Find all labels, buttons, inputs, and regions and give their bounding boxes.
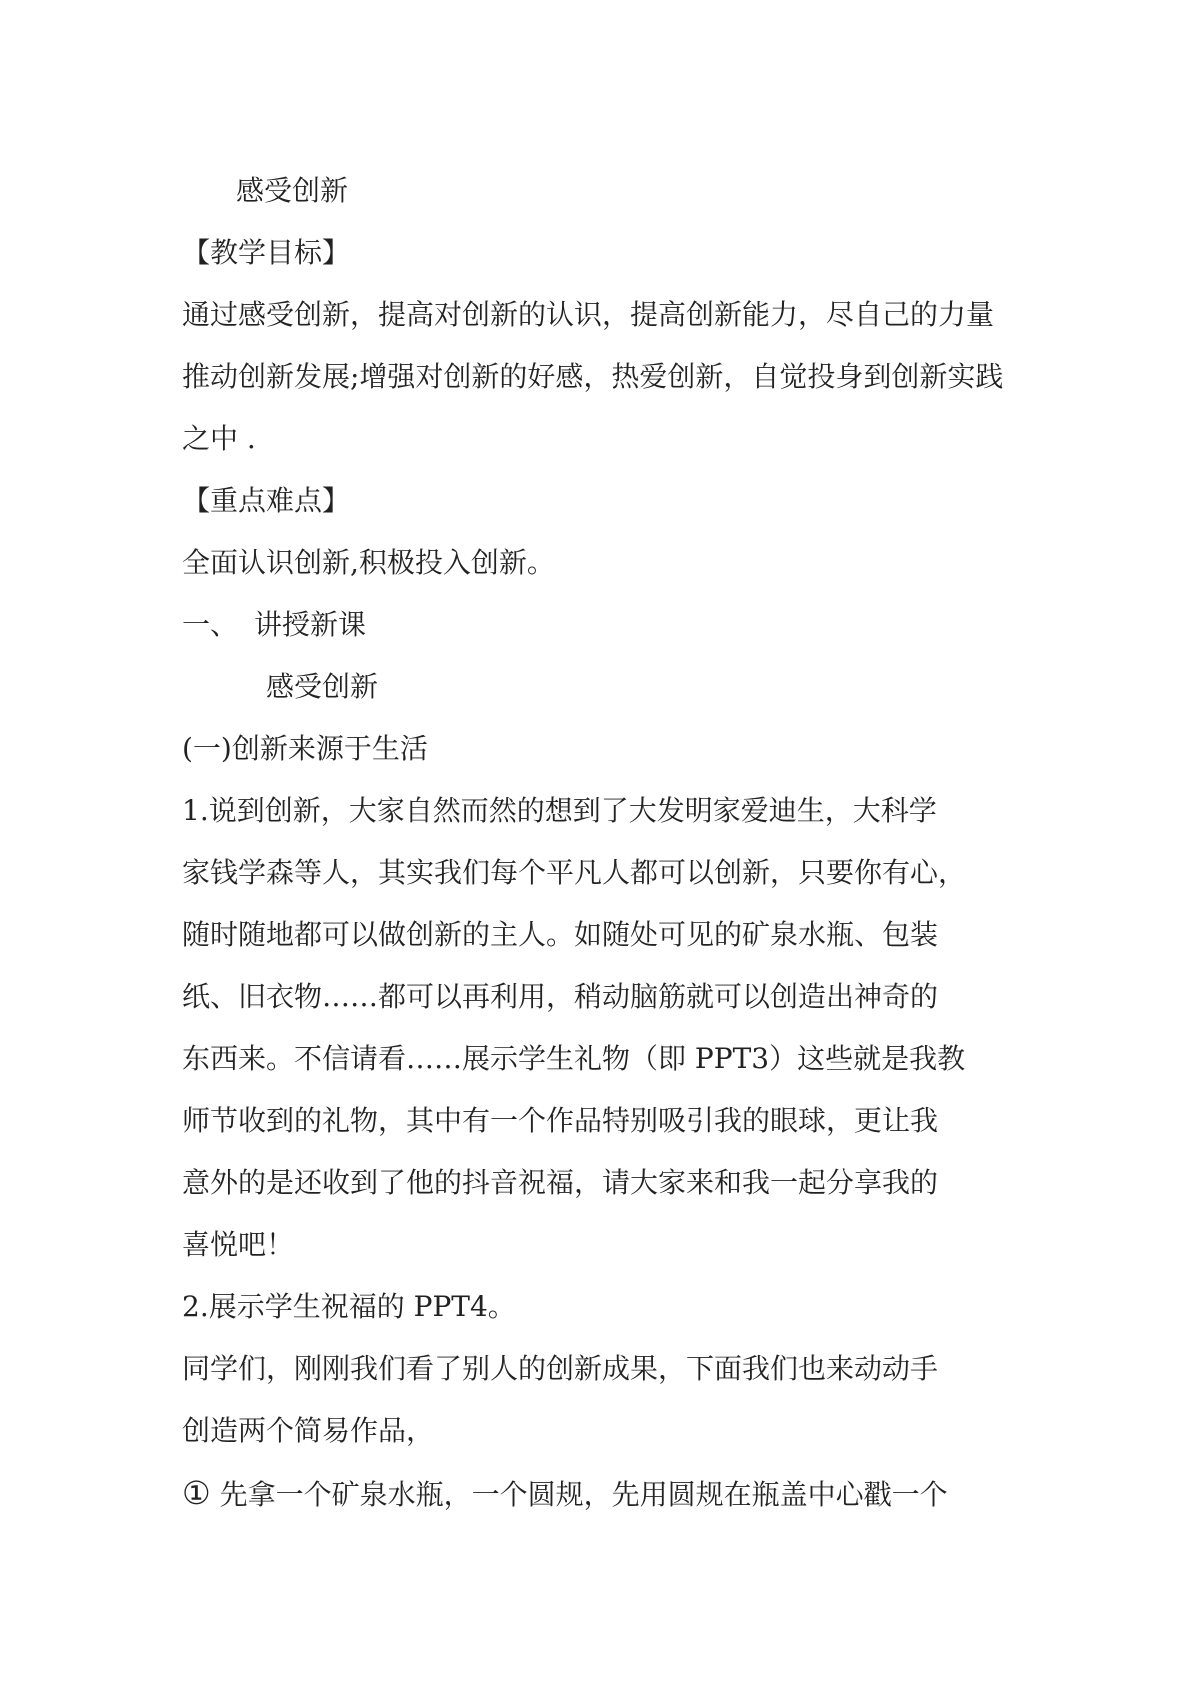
keypoints-heading: 【重点难点】 — [182, 484, 351, 517]
objectives-line-2: 推动创新发展;增强对创新的好感，热爱创新，自觉投身到创新实践 — [182, 360, 1004, 393]
paragraph1-line-2: 家钱学森等人，其实我们每个平凡人都可以创新，只要你有心， — [182, 856, 967, 889]
section-heading — [182, 594, 1022, 656]
objectives-line-1: 通过感受创新，提高对创新的认识，提高创新能力，尽自己的力量 — [182, 298, 995, 331]
document-title: 感受创新 — [236, 174, 349, 207]
paragraph1-line-4: 纸、旧衣物……都可以再利用，稍动脑筋就可以创造出神奇的 — [182, 980, 939, 1013]
paragraph3-line-1: 同学们，刚刚我们看了别人的创新成果，下面我们也来动动手 — [182, 1352, 939, 1385]
subtitle: 感受创新 — [266, 670, 379, 703]
paragraph1-line-1: 1.说到创新，大家自然而然的想到了大发明家爱迪生，大科学 — [182, 794, 937, 827]
objectives-line-3: 之中 . — [182, 422, 256, 455]
paragraph1-line-8: 喜悦吧！ — [182, 1228, 295, 1261]
paragraph1-line-3: 随时随地都可以做创新的主人。如随处可见的矿泉水瓶、包装 — [182, 918, 939, 951]
subsection-heading: (一)创新来源于生活 — [182, 732, 428, 765]
paragraph1-line-7: 意外的是还收到了他的抖音祝福，请大家来和我一起分享我的 — [182, 1166, 939, 1199]
objectives-heading: 【教学目标】 — [182, 236, 351, 269]
paragraph1-line-6: 师节收到的礼物，其中有一个作品特别吸引我的眼球，更让我 — [182, 1104, 939, 1137]
section-number: 一、 — [182, 608, 239, 641]
step1 — [182, 1462, 1022, 1524]
section-title: 讲授新课 — [254, 608, 367, 641]
paragraph2: 2.展示学生祝福的 PPT4。 — [182, 1290, 516, 1323]
keypoints-text: 全面认识创新,积极投入创新。 — [182, 546, 555, 579]
paragraph1-line-5: 东西来。不信请看……展示学生礼物（即 PPT3）这些就是我教 — [182, 1042, 966, 1075]
step-marker: ① — [182, 1474, 211, 1512]
document-body — [182, 160, 1022, 1524]
step1-text: 先拿一个矿泉水瓶，一个圆规，先用圆规在瓶盖中心戳一个 — [210, 1478, 948, 1511]
paragraph3-line-2: 创造两个简易作品， — [182, 1414, 435, 1447]
